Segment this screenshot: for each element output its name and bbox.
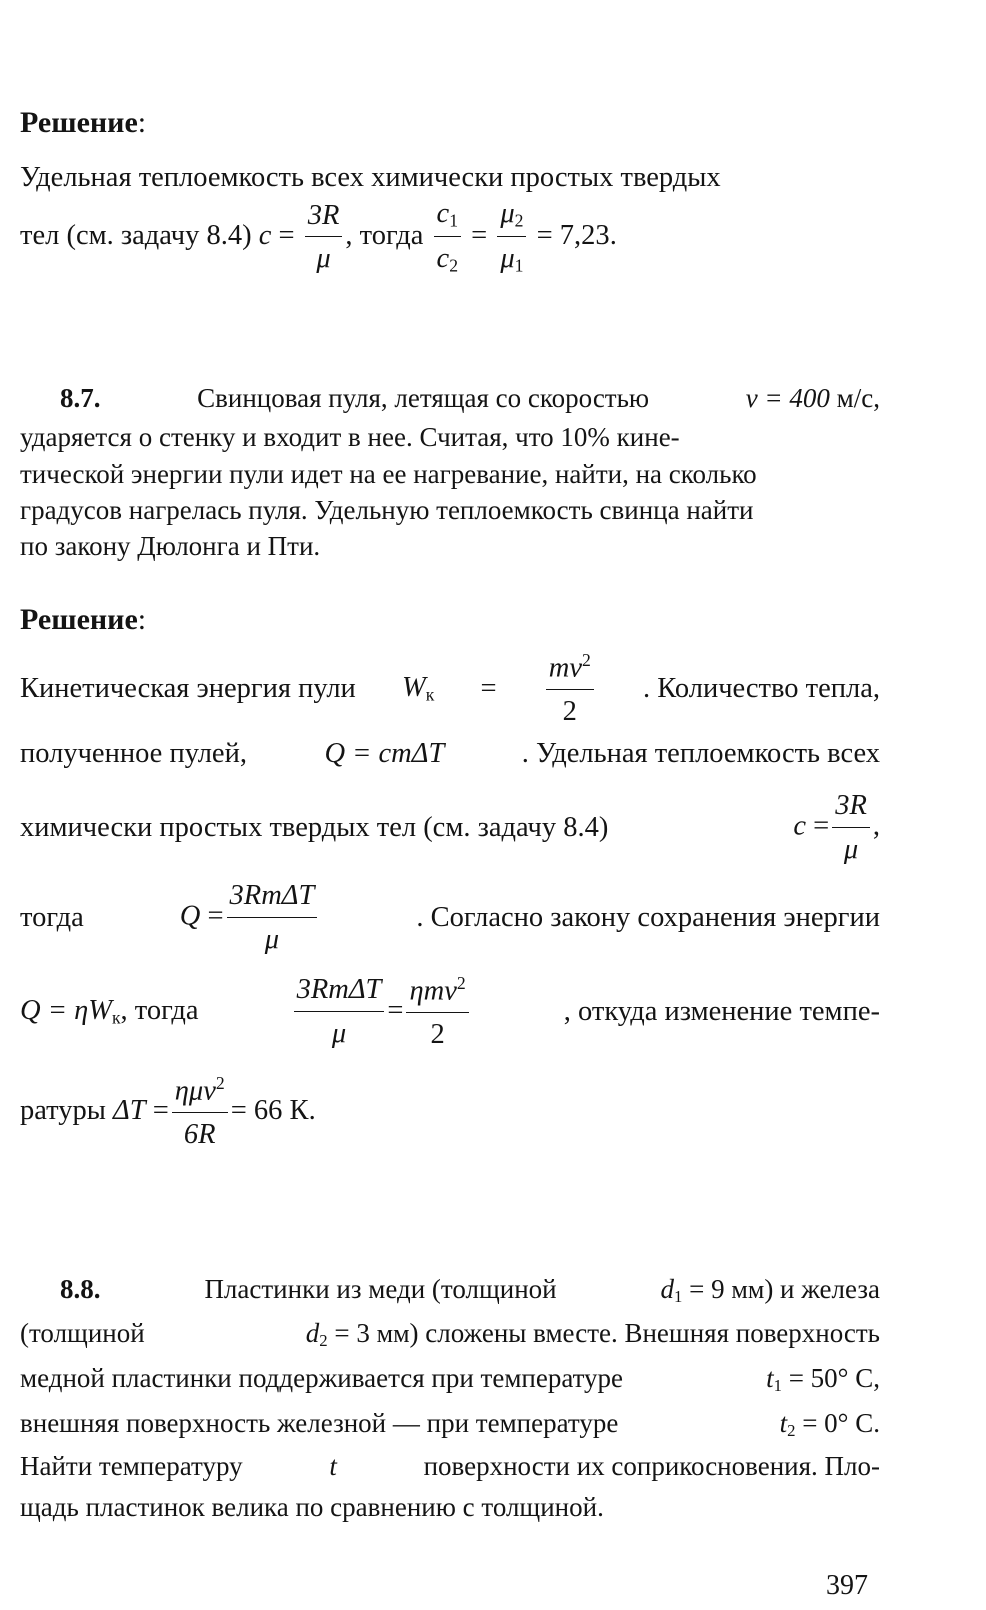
fraction-3r-over-mu: $\frac{3R}{\mu}$ (305, 202, 343, 274)
formula-line: $Q = \eta W_к$, тогда $\frac{\text{3RmΔT}}{\mu}$ = $\frac{\eta mv^2}{2}$ , откуда изменение темпе- (20, 973, 880, 1051)
paragraph-line: (толщиной $d_2 = 3$ мм) сложены вместе. Внешняя поверхность (20, 1318, 880, 1351)
fraction-etamuv2-over-6r: $\frac{\eta\mu v^2}{6R}$ (172, 1075, 228, 1150)
formula-line: полученное пулей, Q = cmΔT . Удельная теплоемкость всех (20, 738, 880, 769)
paragraph-line: 8.7. Свинцовая пуля, летящая со скоростью v = 400 м/с, (60, 383, 880, 413)
paragraph-line: щадь пластинок велика по сравнению с толщиной. (20, 1492, 604, 1522)
solution-heading: Решение: (20, 603, 147, 636)
formula-line: химически простых твердых тел (см. задачу 8.4) c = $\frac{3R}{\mu}$ , (20, 790, 880, 865)
fraction-mv2-over-2: $\frac{mv^2}{2}$ (546, 652, 594, 727)
paragraph-line: Удельная теплоемкость всех химически простых твердых (20, 162, 721, 193)
fraction-c1-over-c2: $\frac{c_1}{c_2}$ (434, 200, 461, 275)
paragraph-line: внешняя поверхность железной — при температуре $t_2 = 0^\circ$ C. (20, 1408, 880, 1441)
formula-line: ратуры ΔT = $\frac{\eta\mu v^2}{6R}$ = 66 К. (20, 1073, 316, 1151)
fraction-3rmdt-over-mu: $\frac{\text{3RmΔT}}{\mu}$ (227, 882, 318, 954)
paragraph-line: ударяется о стенку и входит в нее. Считая, что 10% кине- (20, 422, 680, 452)
paragraph-line: градусов нагрелась пуля. Удельную теплоемкость свинца найти (20, 495, 754, 525)
paragraph-line: 8.8. Пластинки из меди (толщиной $d_1 = 9$ мм) и железа (60, 1274, 880, 1307)
paragraph-line: по закону Дюлонга и Пти. (20, 531, 321, 561)
fraction-3r-over-mu: $\frac{3R}{\mu}$ (832, 792, 870, 864)
paragraph-line: тической энергии пули идет на ее нагревание, найти, на сколько (20, 459, 757, 489)
fraction-mu2-over-mu1: $\frac{\mu_2}{\mu_1}$ (497, 200, 526, 275)
paragraph-line: медной пластинки поддерживается при температуре $t_1 = 50^\circ$ C, (20, 1363, 880, 1396)
solution-heading: Решение: (20, 106, 147, 139)
problem-number: 8.7. (60, 383, 101, 413)
problem-number: 8.8. (60, 1274, 101, 1304)
fraction-etamv2-over-2: $\frac{\eta mv^2}{2}$ (406, 975, 468, 1050)
fraction-3rmdt-over-mu: $\frac{\text{3RmΔT}}{\mu}$ (294, 976, 385, 1048)
page-number: 397 (826, 1570, 868, 1601)
paragraph-line: Найти температуру t поверхности их соприкосновения. Пло- (20, 1451, 880, 1481)
formula-line: тел (см. задачу 8.4) c = $\frac{3R}{\mu}$ , тогда $\frac{c_1}{c_2}$ = $\frac{\mu_2}{\mu_1}$ = 7,23. (20, 198, 617, 276)
formula-line: Кинетическая энергия пули $W_к$ = $\frac{mv^2}{2}$ . Количество тепла, (20, 650, 880, 728)
formula-line: тогда Q = $\frac{\text{3RmΔT}}{\mu}$ . Согласно закону сохранения энергии (20, 880, 880, 955)
